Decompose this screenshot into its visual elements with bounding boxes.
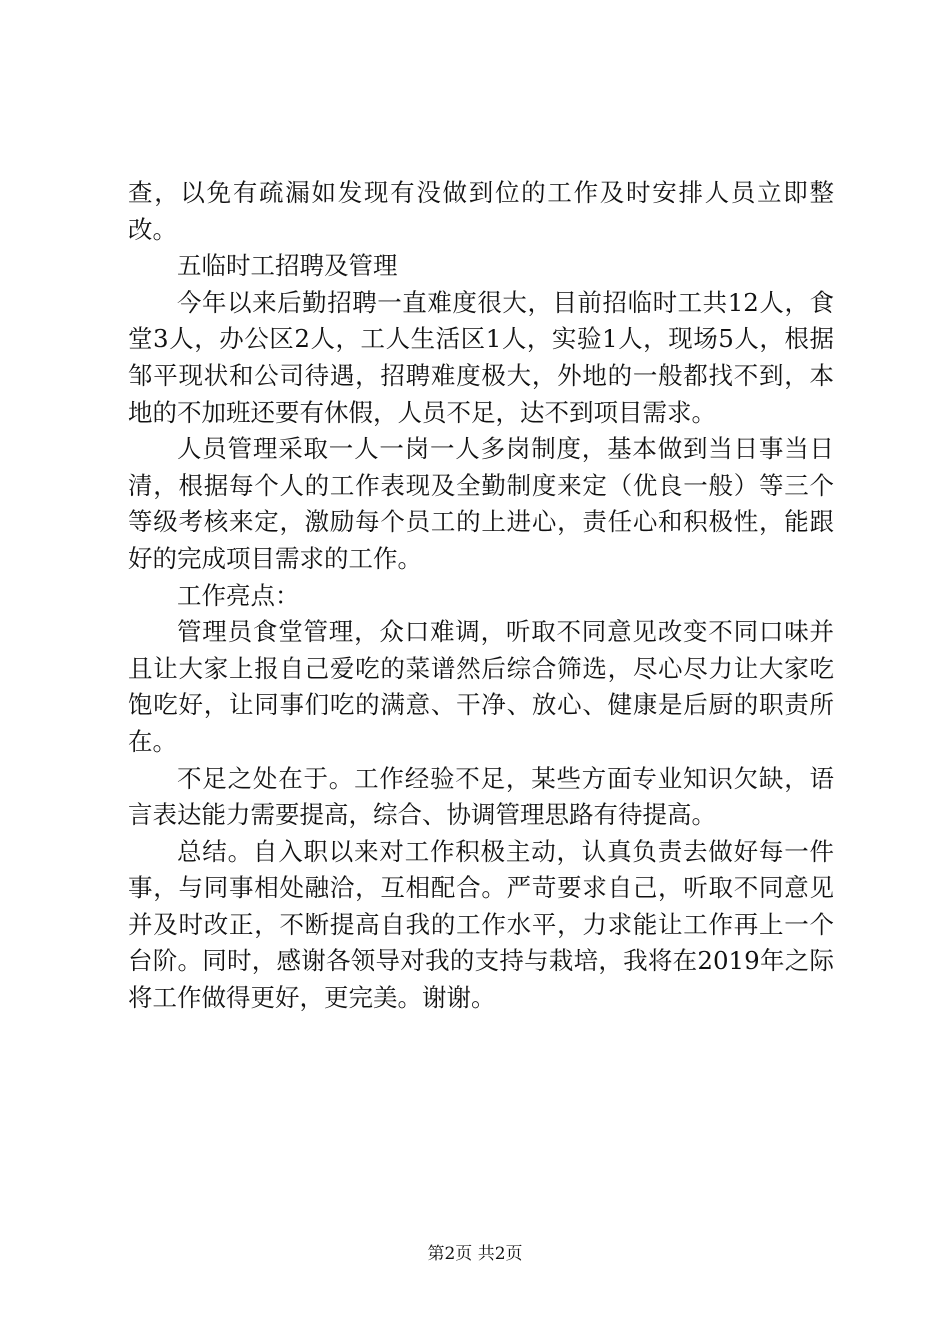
section-heading-temp-workers: 五临时工招聘及管理	[177, 251, 398, 281]
paragraph-shortcomings: 不足之处在于。工作经验不足，某些方面专业知识欠缺，语言表达能力需要提高，综合、协调管理思路有待提高。	[128, 763, 834, 830]
paragraph-staff-management: 人员管理采取一人一岗一人多岗制度，基本做到当日事当日清，根据每个人的工作表现及全勤制度来定（优良一般）等三个等级考核来定，激励每个员工的上进心，责任心和积极性，能跟好的完成项目需求的工作。	[128, 434, 834, 573]
document-body	[128, 175, 834, 1017]
paragraph-recruitment: 今年以来后勤招聘一直难度很大，目前招临时工共12人，食堂3人，办公区2人，工人生活区1人，实验1人，现场5人，根据邹平现状和公司待遇，招聘难度极大，外地的一般都找不到，本地的不加班还要有休假，人员不足，达不到项目需求。	[128, 287, 834, 427]
page-footer: 第2页 共2页	[427, 1244, 523, 1264]
paragraph-summary: 总结。自入职以来对工作积极主动，认真负责去做好每一件事，与同事相处融洽，互相配合。严苛要求自己，听取不同意见并及时改正，不断提高自我的工作水平，力求能让工作再上一个台阶。同时，感谢各领导对我的支持与栽培，我将在2019年之际将工作做得更好，更完美。谢谢。	[128, 836, 834, 1013]
paragraph-highlights-heading: 工作亮点：	[177, 580, 300, 610]
paragraph-continuation: 查，以免有疏漏如发现有没做到位的工作及时安排人员立即整改。	[128, 178, 834, 244]
paragraph-canteen-management: 管理员食堂管理，众口难调，听取不同意见改变不同口味并且让大家上报自己爱吃的菜谱然后综合筛选，尽心尽力让大家吃饱吃好，让同事们吃的满意、干净、放心、健康是后厨的职责所在。	[128, 617, 834, 756]
